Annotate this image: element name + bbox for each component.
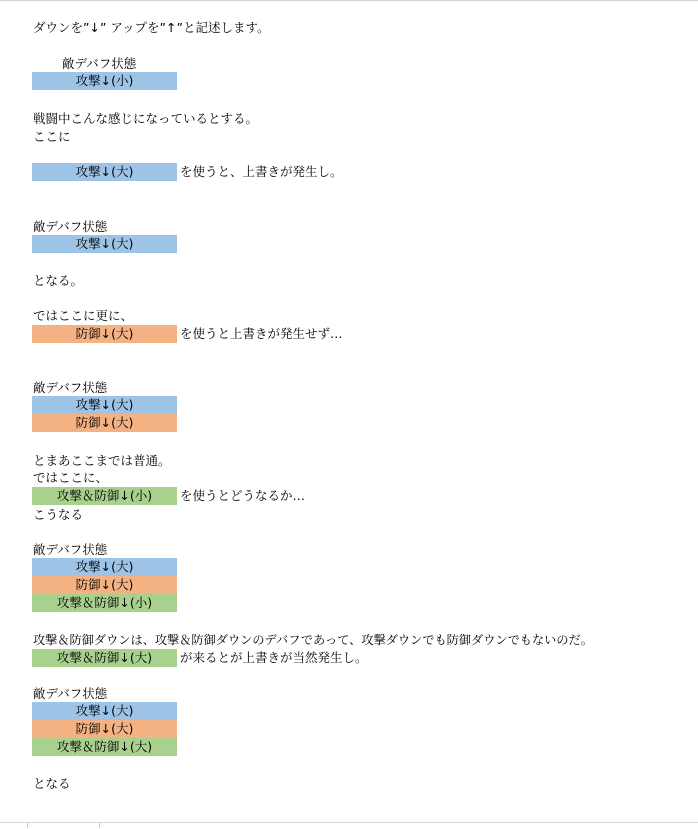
debuff-cell-attack-defense-down-large: 攻撃＆防御↓(大) bbox=[32, 649, 177, 667]
paragraph-text: となる bbox=[33, 776, 71, 791]
enemy-debuff-heading: 敵デバフ状態 bbox=[33, 542, 108, 557]
debuff-cell-attack-down-large: 攻撃↓(大) bbox=[32, 558, 177, 576]
debuff-cell-defense-down-large: 防御↓(大) bbox=[32, 325, 177, 343]
paragraph-text: 攻撃＆防御ダウンは、攻撃＆防御ダウンのデバフであって、攻撃ダウンでも防御ダウンでもないのだ。 bbox=[33, 633, 593, 647]
debuff-cell-attack-down-small: 攻撃↓(小) bbox=[32, 72, 177, 90]
paragraph-text: ではここに、 bbox=[33, 470, 109, 485]
paragraph-text: を使うと、上書きが発生し。 bbox=[180, 164, 343, 179]
paragraph-text: が来るとが上書きが当然発生し。 bbox=[180, 650, 368, 665]
scrollbar-divider bbox=[27, 823, 28, 828]
enemy-debuff-heading: 敵デバフ状態 bbox=[62, 56, 137, 71]
paragraph-text: を使うと上書きが発生せず… bbox=[180, 326, 343, 341]
paragraph-text: こうなる bbox=[33, 507, 84, 522]
enemy-debuff-heading: 敵デバフ状態 bbox=[33, 380, 108, 395]
debuff-cell-attack-down-large: 攻撃↓(大) bbox=[32, 163, 177, 181]
paragraph-text: とまあここまでは普通。 bbox=[33, 453, 171, 468]
paragraph-text: ではここに更に、 bbox=[33, 308, 134, 323]
debuff-cell-defense-down-large: 防御↓(大) bbox=[32, 720, 177, 738]
debuff-cell-attack-defense-down-small: 攻撃＆防御↓(小) bbox=[32, 487, 177, 505]
paragraph-text: を使うとどうなるか… bbox=[180, 488, 306, 503]
debuff-cell-attack-down-large: 攻撃↓(大) bbox=[32, 396, 177, 414]
debuff-cell-attack-defense-down-large: 攻撃＆防御↓(大) bbox=[32, 738, 177, 756]
debuff-cell-attack-down-large: 攻撃↓(大) bbox=[32, 235, 177, 253]
enemy-debuff-heading: 敵デバフ状態 bbox=[33, 219, 108, 234]
debuff-cell-attack-defense-down-small: 攻撃＆防御↓(小) bbox=[32, 594, 177, 612]
enemy-debuff-heading: 敵デバフ状態 bbox=[33, 686, 108, 701]
debuff-cell-attack-down-large: 攻撃↓(大) bbox=[32, 702, 177, 720]
debuff-cell-defense-down-large: 防御↓(大) bbox=[32, 414, 177, 432]
paragraph-text: となる。 bbox=[33, 273, 84, 288]
scrollbar-divider bbox=[99, 823, 100, 828]
intro-notation-text: ダウンを”↓” アップを”↑”と記述します。 bbox=[33, 20, 270, 35]
debuff-cell-defense-down-large: 防御↓(大) bbox=[32, 576, 177, 594]
paragraph-text: ここに bbox=[33, 129, 71, 144]
paragraph-text: 戦闘中こんな感じになっているとする。 bbox=[33, 111, 259, 126]
